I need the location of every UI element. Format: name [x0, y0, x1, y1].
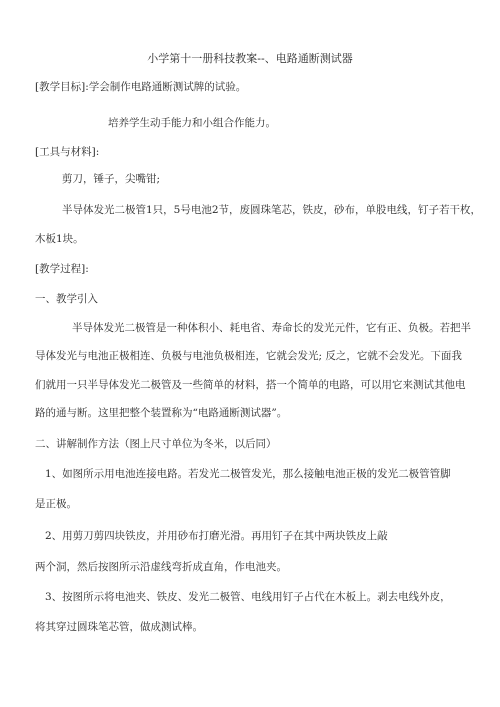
materials-line-2: 木板1块。 — [35, 233, 84, 245]
intro-line-4: 路的通与断。这里把整个装置称为“电路通断测试器”。 — [35, 407, 288, 419]
section1-heading: 一、教学引入 — [35, 293, 98, 305]
tools-heading: [工具与材料]: — [35, 146, 100, 158]
step1-line-1: 1、如图所示用电池连接电路。若发光二极管发光，那么接触电池正极的发光二极管管脚 — [45, 468, 451, 480]
step3-line-1: 3、按图所示将电池夹、铁皮、发光二极管、电线用钉子占代在木板上。剥去电线外皮， — [45, 591, 451, 603]
step3-line-2: 将其穿过圆珠笔芯管，做成测试棒。 — [35, 621, 203, 633]
section2-heading: 二、讲解制作方法（图上尺寸单位为冬米，以后同） — [35, 438, 277, 450]
intro-line-1: 半导体发光二极管是一种体积小、耗电省、寿命长的发光元件，它有正、负极。若把半 — [72, 322, 471, 334]
step2-line-1: 2、用剪刀剪四块铁皮，并用砂布打磨光滑。再用钉子在其中两块铁皮上敲 — [45, 530, 388, 542]
document-title: 小学第十一册科技教案--、电路通断测试器 — [147, 52, 353, 65]
intro-line-2: 导体发光与电池正极相连、负极与电池负极相连，它就会发光; 反之，它就不会发光。下面我 — [35, 350, 462, 362]
objective-line-1: [教学目标]:学会制作电路通断测试牌的试验。 — [35, 81, 247, 93]
process-heading: [教学过程]: — [35, 263, 89, 275]
objective-line-2: 培养学生动手能力和小组合作能力。 — [108, 117, 276, 129]
step1-line-2: 是正极。 — [35, 498, 77, 510]
step2-line-2: 两个洞，然后按图所示沿虚线弯折成直角，作电池夹。 — [35, 561, 287, 573]
intro-line-3: 们就用一只半导体发光二极管及一些简单的材料，搭一个简单的电路，可以用它来测试其他电 — [35, 379, 466, 391]
materials-line-1: 半导体发光二极管1只，5号电池2节，废圆珠笔芯，铁皮，砂布，单股电线，钉子若干枚， — [62, 204, 482, 216]
tools-line-1: 剪刀，锤子，尖嘴钳; — [62, 173, 161, 185]
